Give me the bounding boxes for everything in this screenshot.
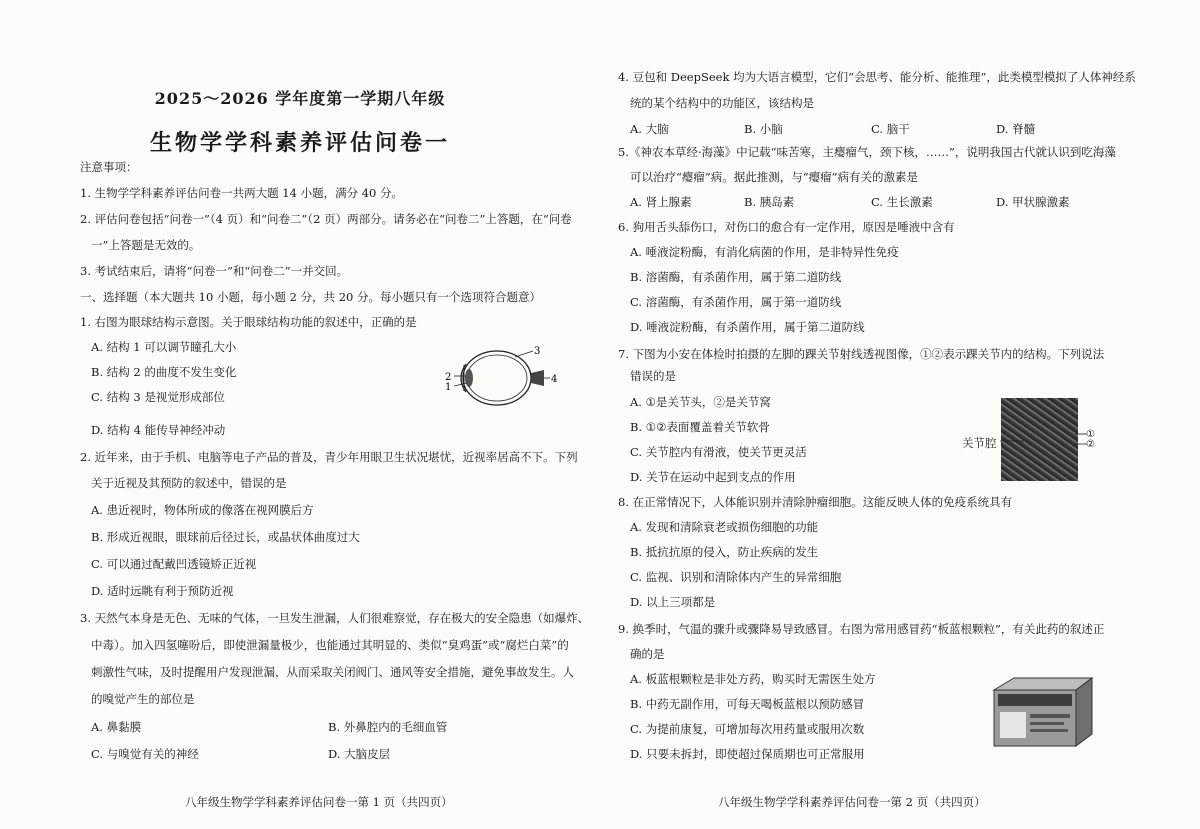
notice-item: 3. 考试结束后，请将“问卷一”和“问卷二”一并交回。 <box>80 264 349 278</box>
medicine-box-photo <box>990 674 1093 749</box>
question-3-stem: 的嗅觉产生的部位是 <box>91 692 195 706</box>
question-6-option-c: C. 溶菌酶，有杀菌作用，属于第一道防线 <box>630 295 842 309</box>
question-5-option-c: C. 生长激素 <box>871 195 933 209</box>
page-footer: 八年级生物学学科素养评估问卷一第 2 页（共四页） <box>718 795 986 809</box>
question-7-option-b: B. ①②表面覆盖着关节软骨 <box>630 420 770 434</box>
notice-item: 2. 评估问卷包括“问卷一”（4 页）和“问卷二”（2 页）两部分。请务必在“问卷二”上答题，在“问卷 <box>80 212 572 226</box>
question-2-stem: 关于近视及其预防的叙述中，错误的是 <box>91 476 287 490</box>
question-8-option-c: C. 监视、识别和清除体内产生的异常细胞 <box>630 570 842 584</box>
question-4-stem: 4. 豆包和 DeepSeek 均为大语言模型，它们“会思考、能分析、能推理”，此类模型模拟了人体神经系 <box>618 70 1136 84</box>
page-footer: 八年级生物学学科素养评估问卷一第 1 页（共四页） <box>185 795 453 809</box>
question-9-option-c: C. 为提前康复，可增加每次用药量或服用次数 <box>630 722 865 736</box>
question-6-option-a: A. 唾液淀粉酶，有消化病菌的作用，是非特异性免疫 <box>630 245 899 259</box>
question-2-option-a: A. 患近视时，物体所成的像落在视网膜后方 <box>91 503 314 517</box>
eye-label-1: 1 <box>445 382 452 393</box>
question-8-option-d: D. 以上三项都是 <box>630 595 716 609</box>
question-3-option-d: D. 大脑皮层 <box>328 747 391 761</box>
question-5-option-a: A. 肾上腺素 <box>630 195 692 209</box>
question-1-option-d: D. 结构 4 能传导神经冲动 <box>91 423 226 437</box>
question-3-option-a: A. 鼻黏膜 <box>91 720 142 734</box>
page-title: 2025～2026 学年度第一学期八年级 <box>154 89 446 108</box>
question-5-stem: 5.《神农本草经·海藻》中记载“味苦寒，主瘿瘤气，颈下核，……”，说明我国古代就认识到吃海藻 <box>618 145 1116 159</box>
question-2-option-b: B. 形成近视眼，眼球前后径过长，或晶状体曲度过大 <box>91 530 360 544</box>
section-heading: 一、选择题（本大题共 10 小题，每小题 2 分，共 20 分。每小题只有一个选项符合题意） <box>80 290 542 304</box>
question-5-stem: 可以治疗“瘿瘤”病。据此推测，与“瘿瘤”病有关的激素是 <box>630 170 919 184</box>
xray-pointer-lines <box>1000 433 1024 459</box>
question-5-option-b: B. 胰岛素 <box>744 195 795 209</box>
question-9-option-b: B. 中药无副作用，可每天喝板蓝根以预防感冒 <box>630 697 865 711</box>
eyeball-diagram <box>440 340 560 415</box>
question-9-option-a: A. 板蓝根颗粒是非处方药，购买时无需医生处方 <box>630 672 876 686</box>
question-3-option-b: B. 外鼻腔内的毛细血管 <box>328 720 448 734</box>
notice-item: 一”上答题是无效的。 <box>91 238 201 252</box>
question-2-stem: 2. 近年来，由于手机、电脑等电子产品的普及，青少年用眼卫生状况堪忧，近视率居高不下。下列 <box>80 450 578 464</box>
question-7-option-c: C. 关节腔内有滑液，使关节更灵活 <box>630 445 807 459</box>
question-7-option-a: A. ①是关节头，②是关节窝 <box>630 395 771 409</box>
question-8-option-b: B. 抵抗抗原的侵入，防止疾病的发生 <box>630 545 819 559</box>
notice-item: 1. 生物学学科素养评估问卷一共两大题 14 小题，满分 40 分。 <box>80 186 404 200</box>
question-1-option-b: B. 结构 2 的曲度不发生变化 <box>91 365 237 379</box>
notice-title: 注意事项： <box>80 160 138 174</box>
question-9-option-d: D. 只要未拆封，即使超过保质期也可正常服用 <box>630 747 865 761</box>
xray-mark-2: ② <box>1086 439 1095 450</box>
question-4-option-c: C. 脑干 <box>871 122 910 136</box>
question-8-stem: 8. 在正常情况下，人体能识别并清除肿瘤细胞。这能反映人体的免疫系统具有 <box>618 495 1013 509</box>
question-4-stem: 统的某个结构中的功能区，该结构是 <box>630 96 814 110</box>
question-7-option-d: D. 关节在运动中起到支点的作用 <box>630 470 796 484</box>
question-1-option-c: C. 结构 3 是视觉形成部位 <box>91 390 225 404</box>
question-3-option-c: C. 与嗅觉有关的神经 <box>91 747 199 761</box>
xray-mark-1: ① <box>1086 429 1095 440</box>
question-3-stem: 3. 天然气本身是无色、无味的气体，一旦发生泄漏，人们很难察觉，存在极大的安全隐患（如爆炸、 <box>80 611 590 625</box>
question-3-stem: 中毒）。加入四氢噻吩后，即使泄漏量极少，也能通过其明显的、类似“臭鸡蛋”或“腐烂白菜”的 <box>91 638 569 652</box>
xray-label-joint-cavity: 关节腔 <box>962 436 997 450</box>
question-8-option-a: A. 发现和清除衰老或损伤细胞的功能 <box>630 520 819 534</box>
question-4-option-b: B. 小脑 <box>744 122 783 136</box>
question-9-stem: 确的是 <box>630 647 665 661</box>
eye-label-3: 3 <box>534 346 541 357</box>
question-3-stem: 刺激性气味，及时提醒用户发现泄漏，从而采取关闭阀门、通风等安全措施，避免事故发生。人 <box>91 665 574 679</box>
question-1-stem: 1. 右图为眼球结构示意图。关于眼球结构功能的叙述中，正确的是 <box>80 315 417 329</box>
question-4-option-a: A. 大脑 <box>630 122 669 136</box>
question-5-option-d: D. 甲状腺激素 <box>996 195 1070 209</box>
question-7-stem: 错误的是 <box>630 369 676 383</box>
question-4-option-d: D. 脊髓 <box>996 122 1036 136</box>
question-6-stem: 6. 狗用舌头舔伤口，对伤口的愈合有一定作用，原因是唾液中含有 <box>618 220 955 234</box>
question-6-option-b: B. 溶菌酶，有杀菌作用，属于第二道防线 <box>630 270 842 284</box>
question-6-option-d: D. 唾液淀粉酶，有杀菌作用，属于第二道防线 <box>630 320 865 334</box>
page-subtitle: 生物学学科素养评估问卷一 <box>149 130 450 156</box>
question-1-option-a: A. 结构 1 可以调节瞳孔大小 <box>91 340 237 354</box>
question-2-option-c: C. 可以通过配戴凹透镜矫正近视 <box>91 557 257 571</box>
question-9-stem: 9. 换季时，气温的骤升或骤降易导致感冒。右图为常用感冒药“板蓝根颗粒”，有关此药的叙述正 <box>618 622 1105 636</box>
eye-label-4: 4 <box>551 374 558 385</box>
eye-label-2: 2 <box>445 372 452 383</box>
question-7-stem: 7. 下图为小安在体检时拍摄的左脚的踝关节射线透视图像，①②表示踝关节内的结构。下列说法 <box>618 347 1105 361</box>
question-2-option-d: D. 适时远眺有利于预防近视 <box>91 584 234 598</box>
